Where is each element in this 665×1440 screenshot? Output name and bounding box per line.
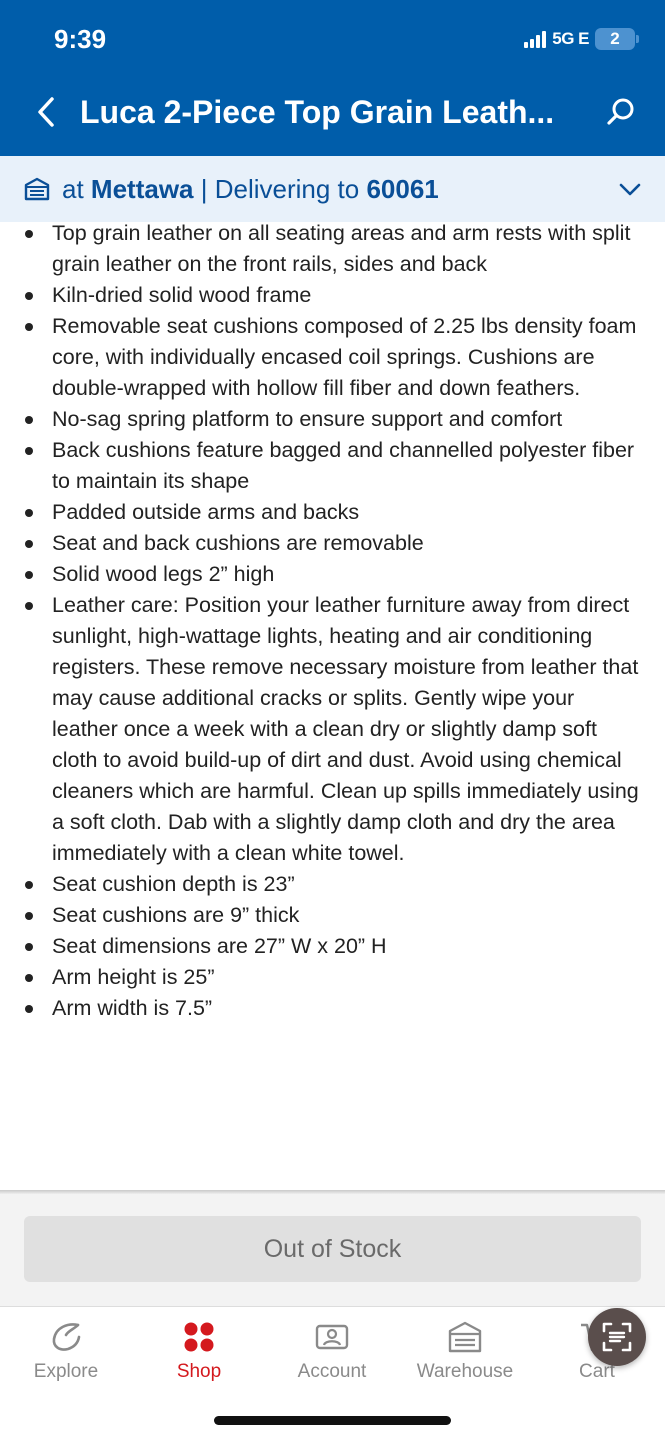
location-text: [62, 174, 439, 205]
action-area: [0, 1194, 665, 1306]
network-type: 5G E: [552, 29, 589, 48]
chevron-left-icon: [36, 96, 56, 128]
chevron-down-icon[interactable]: [617, 176, 643, 202]
status-indicators: [524, 28, 635, 50]
account-icon: [314, 1319, 350, 1355]
out-of-stock-button[interactable]: Out of Stock: [24, 1216, 641, 1282]
delivery-label: | Delivering to: [193, 174, 367, 204]
warehouse-icon: [447, 1319, 483, 1355]
delivery-zip: 60061: [366, 174, 439, 204]
feature-item: Seat dimensions are 27” W x 20” H: [52, 931, 645, 962]
top-app-bar: [0, 0, 665, 156]
feature-item: Seat cushion depth is 23”: [52, 869, 645, 900]
tab-label: Explore: [33, 1361, 99, 1382]
feature-item: Seat and back cushions are removable: [52, 528, 645, 559]
feature-item: No-sag spring platform to ensure support and comfort: [52, 404, 645, 435]
search-button[interactable]: [603, 94, 639, 130]
feature-item: Top grain leather on all seating areas and arm rests with split grain leather on the front rails, sides and back: [52, 222, 645, 280]
feature-item: Padded outside arms and backs: [52, 497, 645, 528]
tab-explore[interactable]: [6, 1319, 126, 1399]
signal-icon: [524, 30, 546, 48]
feature-item: Removable seat cushions composed of 2.25 lbs density foam core, with individually encased coil springs. Cushions are double-wrapped with hollow fill fiber and down feathers.: [52, 311, 645, 404]
feature-item: Back cushions feature bagged and channelled polyester fiber to maintain its shape: [52, 435, 645, 497]
scan-icon: [600, 1320, 634, 1354]
shop-icon: [181, 1319, 217, 1355]
nav-row: [0, 84, 665, 140]
explore-icon: [48, 1319, 84, 1355]
home-indicator: [214, 1416, 451, 1425]
tab-shop[interactable]: [139, 1319, 259, 1399]
tab-account[interactable]: [272, 1319, 392, 1399]
location-prefix: at: [62, 174, 91, 204]
tab-label: Shop: [176, 1361, 222, 1382]
back-button[interactable]: [28, 92, 64, 132]
feature-item: Seat cushions are 9” thick: [52, 900, 645, 931]
tab-label: Cart: [579, 1361, 615, 1382]
store-name: Mettawa: [90, 174, 194, 204]
battery-icon: 2: [595, 28, 635, 50]
feature-item: Solid wood legs 2” high: [52, 559, 645, 590]
tab-label: Warehouse: [416, 1361, 514, 1382]
location-bar[interactable]: [0, 156, 665, 222]
feature-item: Kiln-dried solid wood frame: [52, 280, 645, 311]
status-time: 9:39: [54, 24, 107, 54]
tab-label: Account: [297, 1361, 367, 1382]
feature-item: Arm height is 25”: [52, 962, 645, 993]
tab-warehouse[interactable]: [405, 1319, 525, 1399]
product-details[interactable]: [0, 222, 665, 1190]
feature-item: Arm width is 7.5”: [52, 993, 645, 1024]
feature-list: [0, 222, 665, 1024]
warehouse-icon: [24, 177, 50, 201]
page-title: Luca 2-Piece Top Grain Leath...: [80, 94, 555, 130]
search-icon: [606, 97, 636, 127]
scan-button[interactable]: [588, 1308, 646, 1366]
feature-item: Leather care: Position your leather furniture away from direct sunlight, high-wattage lights, heating and air conditioning registers. These remove necessary moisture from leather that may cause additional cracks or splits. Gently wipe your leather once a week with a clean dry or slightly damp soft cloth to avoid build-up of dirt and dust. Avoid using chemical cleaners which are harmful. Clean up spills immediately using a soft cloth. Dab with a slightly damp cloth and dry the area immediately with a clean white towel.: [52, 590, 645, 869]
